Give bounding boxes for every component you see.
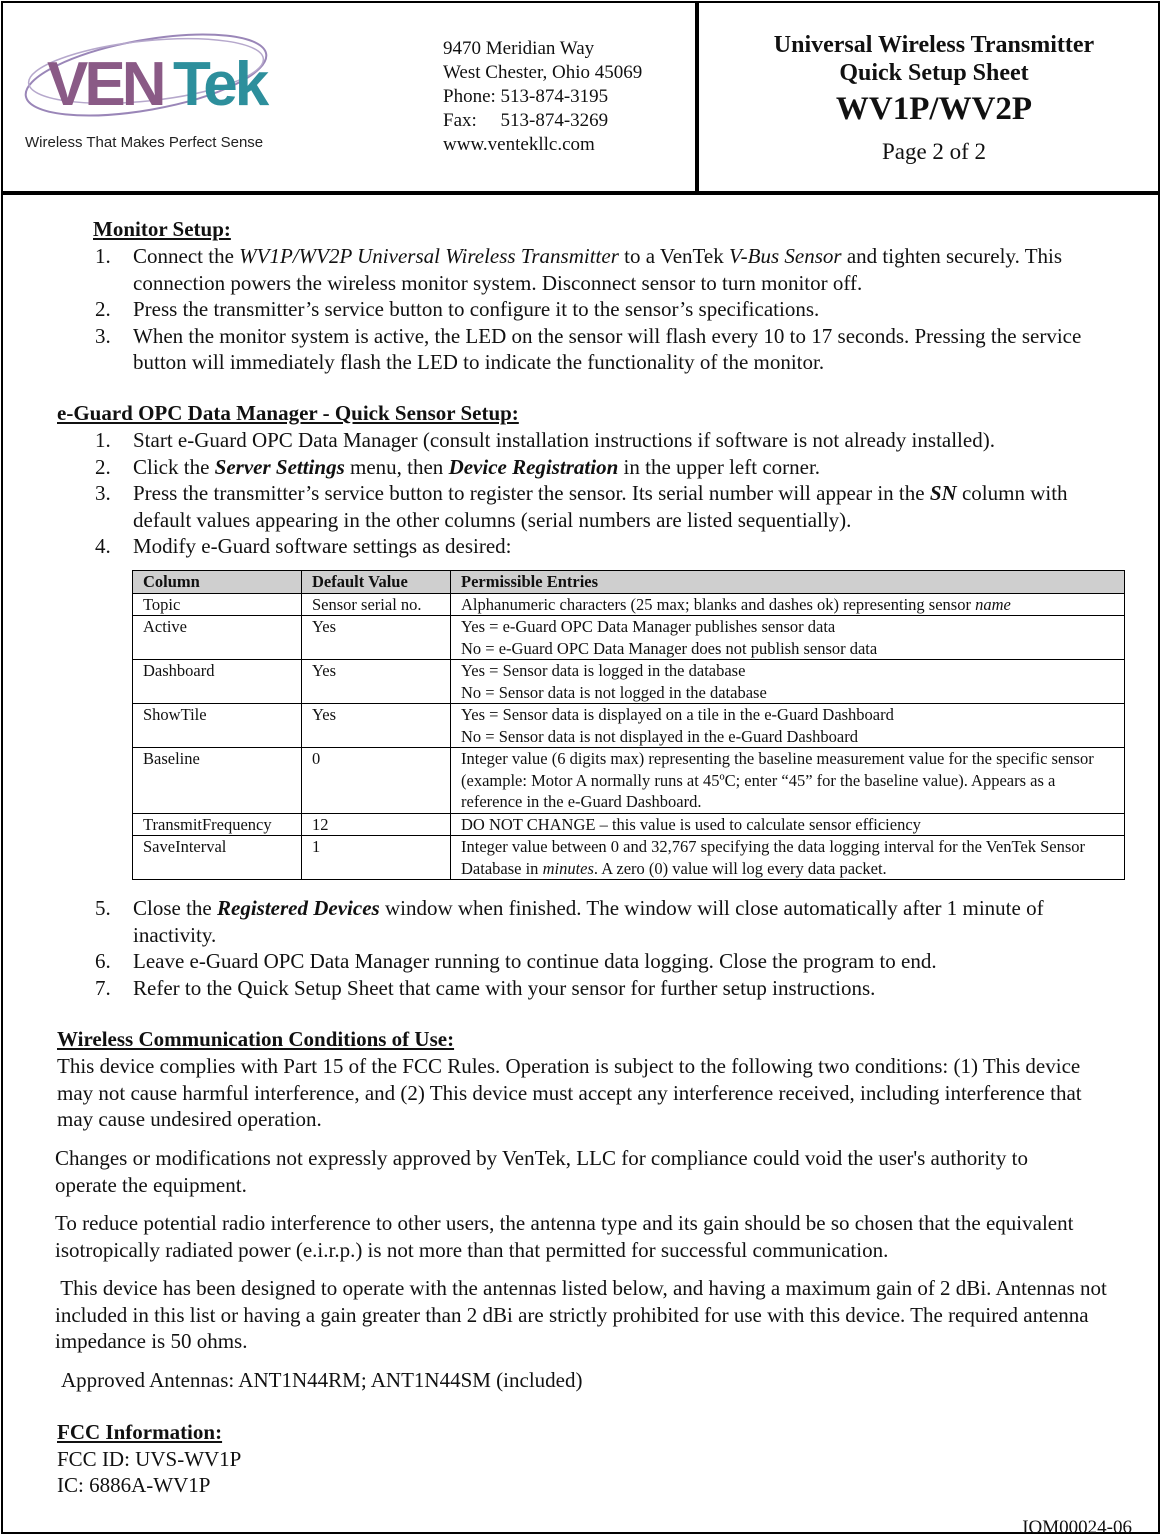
document-page (1, 1, 1160, 1538)
address-line: 9470 Meridian Way (443, 38, 595, 59)
website-link[interactable]: www.ventekllc.com (443, 134, 595, 155)
settings-table (132, 570, 1125, 880)
list-item: 2. Press the transmitter’s service button to configure it to the sensor’s specifications. (95, 297, 820, 321)
phone-number: Phone: 513-874-3195 (443, 86, 609, 107)
svg-text:VEN: VEN (47, 50, 163, 119)
model-number: WV1P/WV2P (835, 91, 1033, 127)
antenna-paragraph: This device has been designed to operate with the antennas listed below, and having a maximum gain of 2 dBi. Antennas not included in this list or having a gain greater than 2 dBi are strictly prohibited for use with this device. The required antenna impedance is 50 ohms. (55, 1276, 1113, 1353)
sheet-type: Quick Setup Sheet (839, 60, 1029, 86)
table-row: ShowTile Yes Yes = Sensor data is displayed on a tile in the e-Guard Dashboard No = Sensor data is not displayed in the e-Guard Dashboard (133, 704, 1125, 748)
table-row: Topic Sensor serial no. Alphanumeric characters (25 max; blanks and dashes ok) representing sensor name (133, 593, 1125, 616)
eguard-setup-heading: e-Guard OPC Data Manager - Quick Sensor Setup: (57, 401, 519, 425)
column-header: Permissible Entries (451, 571, 1125, 594)
table-row: Dashboard Yes Yes = Sensor data is logged in the database No = Sensor data is not logged in the database (133, 660, 1125, 704)
list-item: 1. Connect the WV1P/WV2P Universal Wireless Transmitter to a VenTek V-Bus Sensor and tighten securely. This connection powers the wireless monitor system. Disconnect sensor to turn monitor off. (95, 244, 1063, 295)
fax-number: Fax: 513-874-3269 (443, 110, 609, 131)
table-header-row (133, 571, 1125, 594)
company-tagline: Wireless That Makes Perfect Sense (25, 134, 264, 151)
list-item: 3. Press the transmitter’s service button to register the sensor. Its serial number will appear in the SN column with default values appearing in the other columns (serial numbers are listed sequentially). (95, 481, 1068, 532)
table-row: TransmitFrequency 12 DO NOT CHANGE – this value is used to calculate sensor efficiency (133, 813, 1125, 836)
list-item: 7. Refer to the Quick Setup Sheet that came with your sensor for further setup instructions. (95, 975, 876, 1000)
table-row: Baseline 0 Integer value (6 digits max) representing the baseline measurement value for the specific sensor (example: Motor A normally runs at 45ºC; enter “45” for the baseline value). Appears as a reference in the e-Guard Dashboard. (133, 748, 1125, 814)
document-code: IOM00024-06 (1022, 1517, 1132, 1538)
column-header: Default Value (302, 571, 451, 594)
product-title-block (699, 31, 1163, 165)
ic-number: IC: 6886A-WV1P (57, 1473, 211, 1497)
document-header (3, 3, 1158, 195)
column-header: Column (133, 571, 302, 594)
eguard-setup-steps-continued (95, 895, 1085, 1001)
fcc-information-heading: FCC Information: (57, 1420, 223, 1444)
company-address (443, 37, 642, 157)
fcc-compliance-paragraph: This device complies with Part 15 of the FCC Rules. Operation is subject to the following two conditions: (1) This device may not cause harmful interference, and (2) This device must accept any interference received, including interference that may cause undesired operation. (57, 1054, 1082, 1131)
product-name: Universal Wireless Transmitter (773, 32, 1095, 58)
list-item: 2. Click the Server Settings menu, then Device Registration in the upper left corner. (95, 454, 821, 479)
approved-antennas: Approved Antennas: ANT1N44RM; ANT1N44SM (included) (61, 1368, 583, 1392)
wireless-conditions-heading: Wireless Communication Conditions of Use: (57, 1027, 455, 1051)
monitor-setup-steps (95, 243, 1085, 376)
list-item: 1. Start e-Guard OPC Data Manager (consult installation instructions if software is not already installed). (95, 428, 995, 452)
list-item: 5. Close the Registered Devices window when finished. The window will close automatically after 1 minute of inactivity. (95, 896, 1044, 947)
modifications-paragraph: Changes or modifications not expressly approved by VenTek, LLC for compliance could void the user's authority to operate the equipment. (55, 1146, 1028, 1197)
table-row: SaveInterval 1 Integer value between 0 and 32,767 specifying the data logging interval for the VenTek Sensor Database in minutes. A zero (0) value will log every data packet. (133, 836, 1125, 880)
fcc-id: FCC ID: UVS-WV1P (57, 1447, 242, 1471)
list-item: 3. When the monitor system is active, the LED on the sensor will flash every 10 to 17 seconds. Pressing the service button will immediately flash the LED to indicate the functionality of the monitor. (95, 323, 1082, 374)
monitor-setup-heading: Monitor Setup: (93, 217, 231, 241)
table-row: Active Yes Yes = e-Guard OPC Data Manager publishes sensor data No = e-Guard OPC Data Manager does not publish sensor data (133, 616, 1125, 660)
interference-paragraph: To reduce potential radio interference to other users, the antenna type and its gain should be so chosen that the equivalent isotropically radiated power (e.i.r.p.) is not more than that permitted for successful communication. (55, 1211, 1074, 1262)
list-item: 6. Leave e-Guard OPC Data Manager running to continue data logging. Close the program to end. (95, 949, 937, 973)
page-number: Page 2 of 2 (881, 139, 987, 164)
ventek-logo (21, 13, 281, 133)
svg-text:Tek: Tek (173, 50, 267, 119)
address-line: West Chester, Ohio 45069 (443, 62, 643, 83)
eguard-setup-steps (95, 427, 1085, 560)
list-item: 4. Modify e-Guard software settings as desired: (95, 534, 512, 558)
